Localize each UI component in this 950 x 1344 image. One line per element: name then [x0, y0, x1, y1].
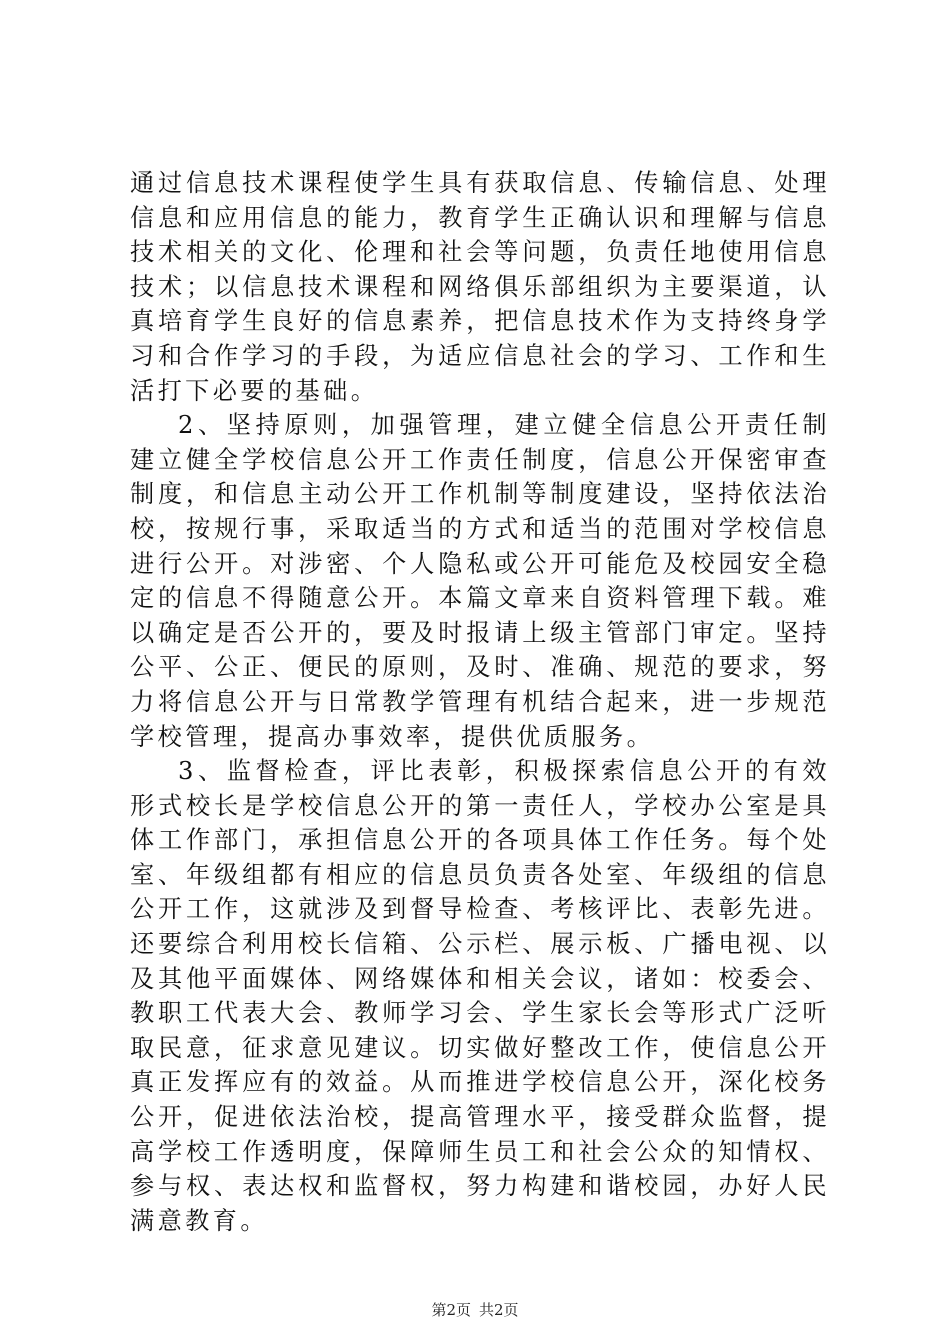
page-number: 第2页: [431, 1301, 471, 1319]
page-total: 共2页: [479, 1301, 519, 1319]
paragraph-2: 2、坚持原则，加强管理，建立健全信息公开责任制建立健全学校信息公开工作责任制度，信息公开保密审查制度，和信息主动公开工作机制等制度建设，坚持依法治校，按规行事，采取适当的方式和适当的范围对学校信息进行公开。对涉密、个人隐私或公开可能危及校园安全稳定的信息不得随意公开。本篇文章来自资料管理下载。难以确定是否公开的，要及时报请上级主管部门审定。坚持公平、公正、便民的原则，及时、准确、规范的要求，努力将信息公开与日常教学管理有机结合起来，进一步规范学校管理，提高办事效率，提供优质服务。: [130, 411, 830, 751]
document-body: [130, 166, 830, 1238]
paragraph-1: 通过信息技术课程使学生具有获取信息、传输信息、处理信息和应用信息的能力，教育学生正确认识和理解与信息技术相关的文化、伦理和社会等问题，负责任地使用信息技术；以信息技术课程和网络俱乐部组织为主要渠道，认真培育学生良好的信息素养，把信息技术作为支持终身学习和合作学习的手段，为适应信息社会的学习、工作和生活打下必要的基础。: [130, 169, 830, 405]
page-footer: [0, 1300, 950, 1320]
paragraph-3: 3、监督检查，评比表彰，积极探索信息公开的有效形式校长是学校信息公开的第一责任人，学校办公室是具体工作部门，承担信息公开的各项具体工作任务。每个处室、年级组都有相应的信息员负责各处室、年级组的信息公开工作，这就涉及到督导检查、考核评比、表彰先进。还要综合利用校长信箱、公示栏、展示板、广播电视、以及其他平面媒体、网络媒体和相关会议，诸如：校委会、教职工代表大会、教师学习会、学生家长会等形式广泛听取民意，征求意见建议。切实做好整改工作，使信息公开真正发挥应有的效益。从而推进学校信息公开，深化校务公开，促进依法治校，提高管理水平，接受群众监督，提高学校工作透明度，保障师生员工和社会公众的知情权、参与权、表达权和监督权，努力构建和谐校园，办好人民满意教育。: [130, 757, 830, 1235]
